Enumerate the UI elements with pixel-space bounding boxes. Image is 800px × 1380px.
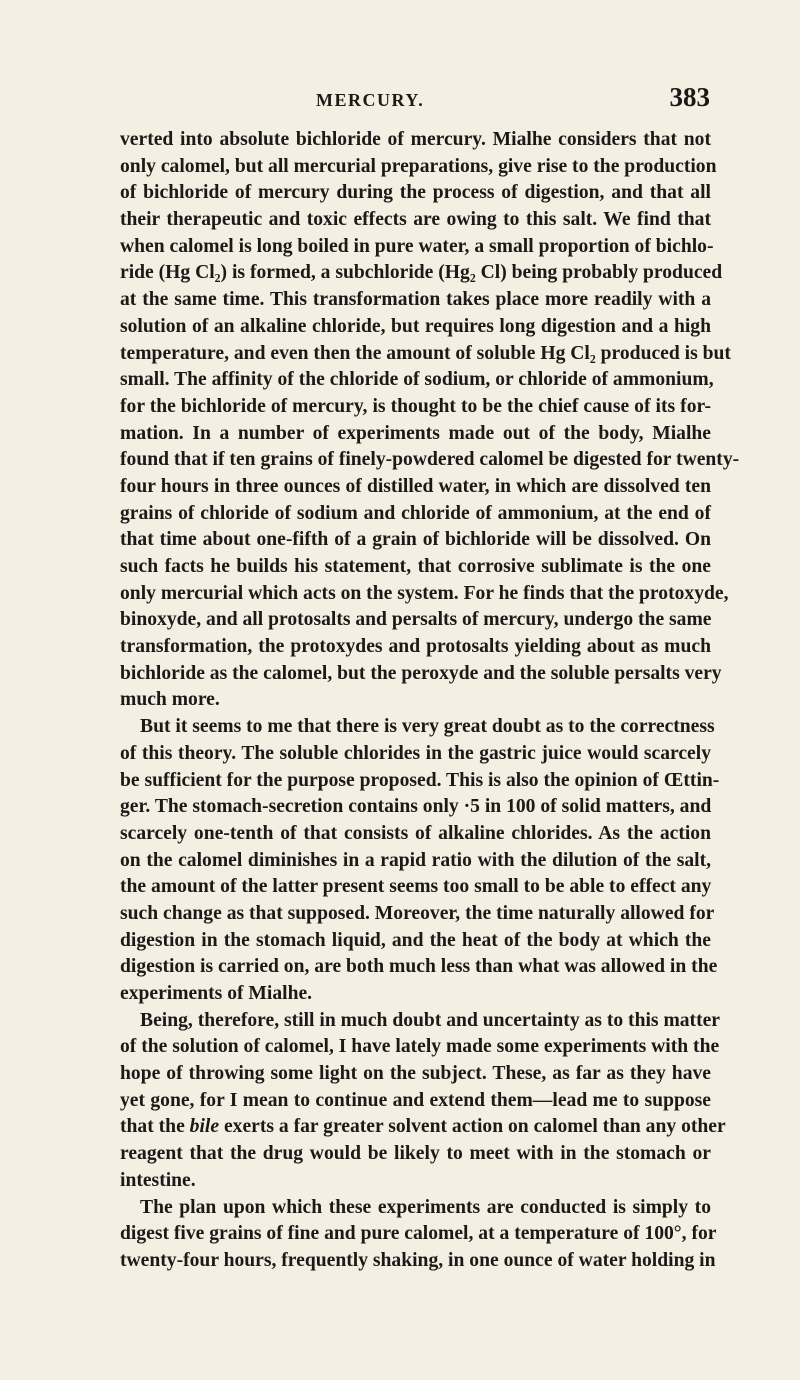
text-line: much more. (120, 689, 220, 711)
page-number: 383 (669, 82, 710, 112)
text-line: of the solution of calomel, I have lately made some experiments with the (120, 1036, 720, 1058)
text-line: digestion is carried on, are both much less than what was allowed in the (120, 956, 718, 978)
running-head: MERCURY. (316, 90, 425, 110)
text-line: such change as that supposed. Moreover, the time naturally allowed for (120, 902, 715, 924)
text-line: verted into absolute bichloride of mercury. Mialhe considers that not (120, 129, 711, 150)
text-line: small. The affinity of the chloride of sodium, or chloride of ammonium, (120, 369, 714, 391)
body-text (120, 127, 740, 1275)
text-line: scarcely one-tenth of that consists of alkaline chlorides. As the action (120, 822, 711, 844)
text-line: ride (Hg Cl₂) is formed, a subchloride (Hg₂ Cl) being probably produced (120, 262, 723, 284)
text-line: reagent that the drug would be likely to meet with in the stomach or (120, 1143, 711, 1165)
text-line: yet gone, for I mean to continue and extend them—lead me to suppose (120, 1089, 711, 1111)
text-line: ger. The stomach-secretion contains only ·5 in 100 of solid matters, and (120, 796, 712, 818)
text-line: hope of throwing some light on the subject. These, as far as they have (120, 1063, 711, 1085)
text-line: intestine. (120, 1169, 196, 1191)
text-line: twenty-four hours, frequently shaking, in one ounce of water holding in (120, 1249, 716, 1271)
text-line: solution of an alkaline chloride, but requires long digestion and a high (120, 315, 711, 337)
text-line: when calomel is long boiled in pure water, a small proportion of bichlo- (120, 235, 714, 257)
text-line: Being, therefore, still in much doubt and uncertainty as to this matter (140, 1009, 721, 1031)
text-line: for the bichloride of mercury, is thought to be the chief cause of its for- (120, 395, 711, 417)
text-line: of bichloride of mercury during the process of digestion, and that all (120, 182, 711, 204)
text-line: mation. In a number of experiments made out of the body, Mialhe (120, 422, 711, 444)
text-line: digestion in the stomach liquid, and the heat of the body at which the (120, 929, 711, 951)
text-line: found that if ten grains of finely-powdered calomel be digested for twenty- (120, 449, 740, 471)
text-line: The plan upon which these experiments are conducted is simply to (140, 1196, 711, 1218)
text-line: that time about one-fifth of a grain of bichloride will be dissolved. On (120, 529, 711, 551)
page-header (120, 82, 710, 122)
text-line: on the calomel diminishes in a rapid ratio with the dilution of the salt, (120, 849, 711, 871)
text-line: the amount of the latter present seems too small to be able to effect any (120, 876, 712, 898)
text-line: their therapeutic and toxic effects are owing to this salt. We find that (120, 209, 711, 231)
text-line: four hours in three ounces of distilled water, in which are dissolved ten (120, 475, 711, 497)
italic-word: bile (189, 1116, 220, 1138)
text-line: grains of chloride of sodium and chloride of ammonium, at the end of (120, 502, 711, 524)
text-line: only calomel, but all mercurial preparations, give rise to the production (120, 155, 717, 177)
text-line: that the bile exerts a far greater solvent action on calomel than any other (120, 1116, 726, 1138)
text-line: experiments of Mialhe. (120, 983, 313, 1004)
text-line: transformation, the protoxydes and protosalts yielding about as much (120, 636, 711, 658)
text-line: be sufficient for the purpose proposed. This is also the opinion of Œttin- (120, 769, 720, 791)
text-line: binoxyde, and all protosalts and persalts of mercury, undergo the same (120, 609, 712, 631)
text-line: at the same time. This transformation takes place more readily with a (120, 289, 711, 311)
text-line: digest five grains of fine and pure calomel, at a temperature of 100°, for (120, 1223, 717, 1245)
text-line: such facts he builds his statement, that corrosive sublimate is the one (120, 556, 711, 577)
text-line: temperature, and even then the amount of soluble Hg Cl₂ produced is but (120, 342, 731, 364)
text-line: bichloride as the calomel, but the peroxyde and the soluble persalts very (120, 662, 722, 684)
text-line: only mercurial which acts on the system. For he finds that the protoxyde, (120, 582, 729, 604)
text-line: But it seems to me that there is very great doubt as to the correctness (140, 716, 715, 738)
text-line: of this theory. The soluble chlorides in the gastric juice would scarcely (120, 742, 711, 764)
